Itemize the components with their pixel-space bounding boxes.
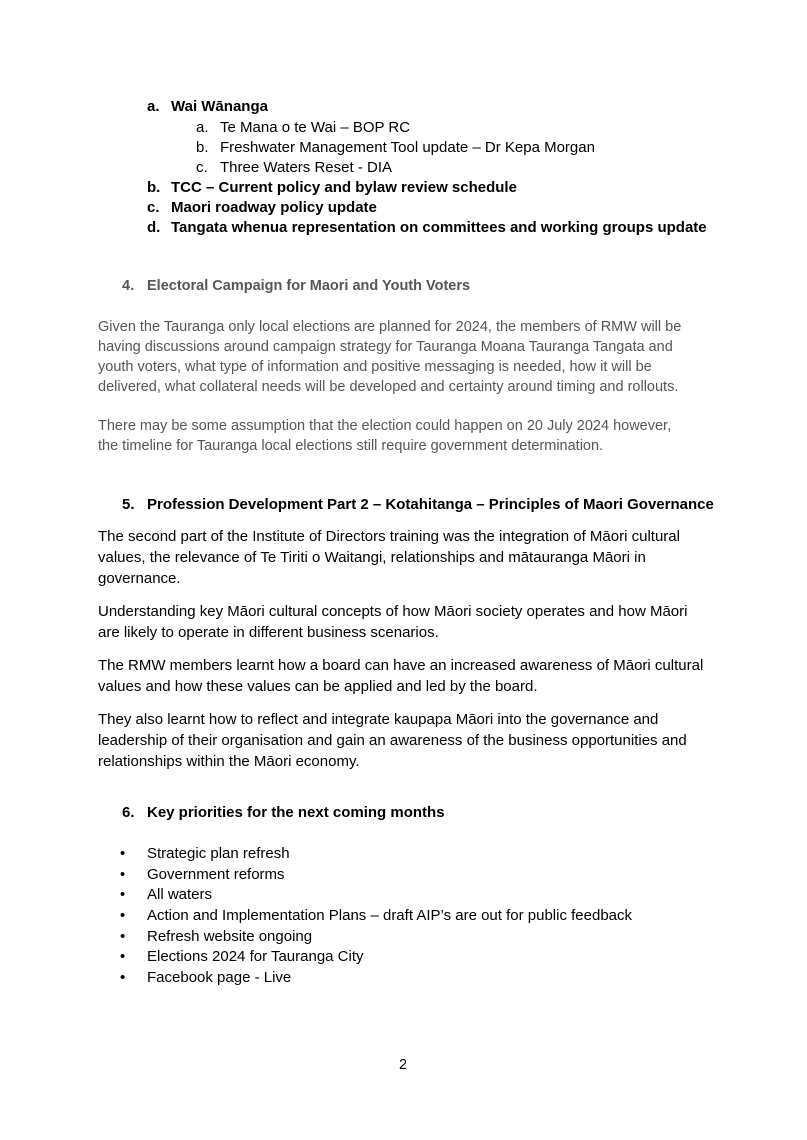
list-item: Elections 2024 for Tauranga City [147,948,364,965]
bullet-icon: • [120,969,126,986]
list-item: Action and Implementation Plans – draft AIP’s are out for public feedback [147,907,633,924]
text-line: values and how these values can be applied and led by the board. [98,678,538,695]
text-line: governance. [98,570,181,587]
text-line: having discussions around campaign strategy for Tauranga Moana Tauranga Tangata and [98,339,673,355]
section-4-heading: Electoral Campaign for Maori and Youth Voters [147,278,471,294]
bullet-icon: • [120,948,126,965]
section-5-paragraph-2 [98,601,708,643]
text-line: Given the Tauranga only local elections are planned for 2024, the members of RMW will be [98,319,682,335]
agenda-item-a-label: Wai Wānanga [171,98,268,115]
text-line: delivered, what collateral needs will be developed and certainty around timing and rollouts. [98,379,679,395]
bullet-icon: • [120,845,126,862]
text-line: are likely to operate in different business scenarios. [98,624,439,641]
section-4-number: 4. [122,278,135,294]
sub-item-label: Three Waters Reset - DIA [220,159,392,176]
agenda-item-b-label: TCC – Current policy and bylaw review schedule [171,179,517,196]
agenda-item-d-marker: d. [147,219,161,236]
text-line: The second part of the Institute of Directors training was the integration of Māori cultural [98,528,680,545]
section-4-paragraph-1 [98,317,708,397]
page-number: 2 [399,1057,408,1073]
bullet-icon: • [120,928,126,945]
list-item: Strategic plan refresh [147,845,290,862]
section-6-heading: Key priorities for the next coming months [147,804,445,821]
agenda-item-d-label: Tangata whenua representation on committees and working groups update [171,219,707,236]
bullet-icon: • [120,866,126,883]
text-line: They also learnt how to reflect and integrate kaupapa Māori into the governance and [98,711,659,728]
section-4-paragraph-2 [98,416,708,456]
text-line: The RMW members learnt how a board can have an increased awareness of Māori cultural [98,657,704,674]
section-5-number: 5. [122,496,135,513]
sub-item-marker: c. [196,159,208,176]
list-item: All waters [147,886,213,903]
section-5-heading: Profession Development Part 2 – Kotahitanga – Principles of Maori Governance [147,496,714,513]
list-item: Refresh website ongoing [147,928,313,945]
section-5-paragraph-3 [98,655,708,697]
agenda-item-c-marker: c. [147,199,160,216]
section-6-number: 6. [122,804,135,821]
agenda-item-b-marker: b. [147,179,161,196]
text-line: leadership of their organisation and gain an awareness of the business opportunities and [98,732,687,749]
text-line: youth voters, what type of information and positive messaging is needed, how it will be [98,359,652,375]
list-item: Facebook page - Live [147,969,292,986]
sub-item-label: Freshwater Management Tool update – Dr Kepa Morgan [220,139,595,156]
bullet-icon: • [120,886,126,903]
agenda-item-c-label: Maori roadway policy update [171,199,377,216]
section-5-paragraph-1 [98,526,708,589]
bullet-icon: • [120,907,126,924]
agenda-item-a-marker: a. [147,98,160,115]
section-5-paragraph-4 [98,709,708,772]
sub-item-marker: b. [196,139,209,156]
text-line: There may be some assumption that the election could happen on 20 July 2024 however, [98,418,672,434]
text-line: the timeline for Tauranga local elections still require government determination. [98,438,604,454]
text-line: relationships within the Māori economy. [98,753,360,770]
sub-item-marker: a. [196,119,209,136]
list-item: Government reforms [147,866,285,883]
text-line: Understanding key Māori cultural concepts of how Māori society operates and how Māori [98,603,688,620]
sub-item-label: Te Mana o te Wai – BOP RC [220,119,411,136]
text-line: values, the relevance of Te Tiriti o Waitangi, relationships and mātauranga Māori in [98,549,646,566]
